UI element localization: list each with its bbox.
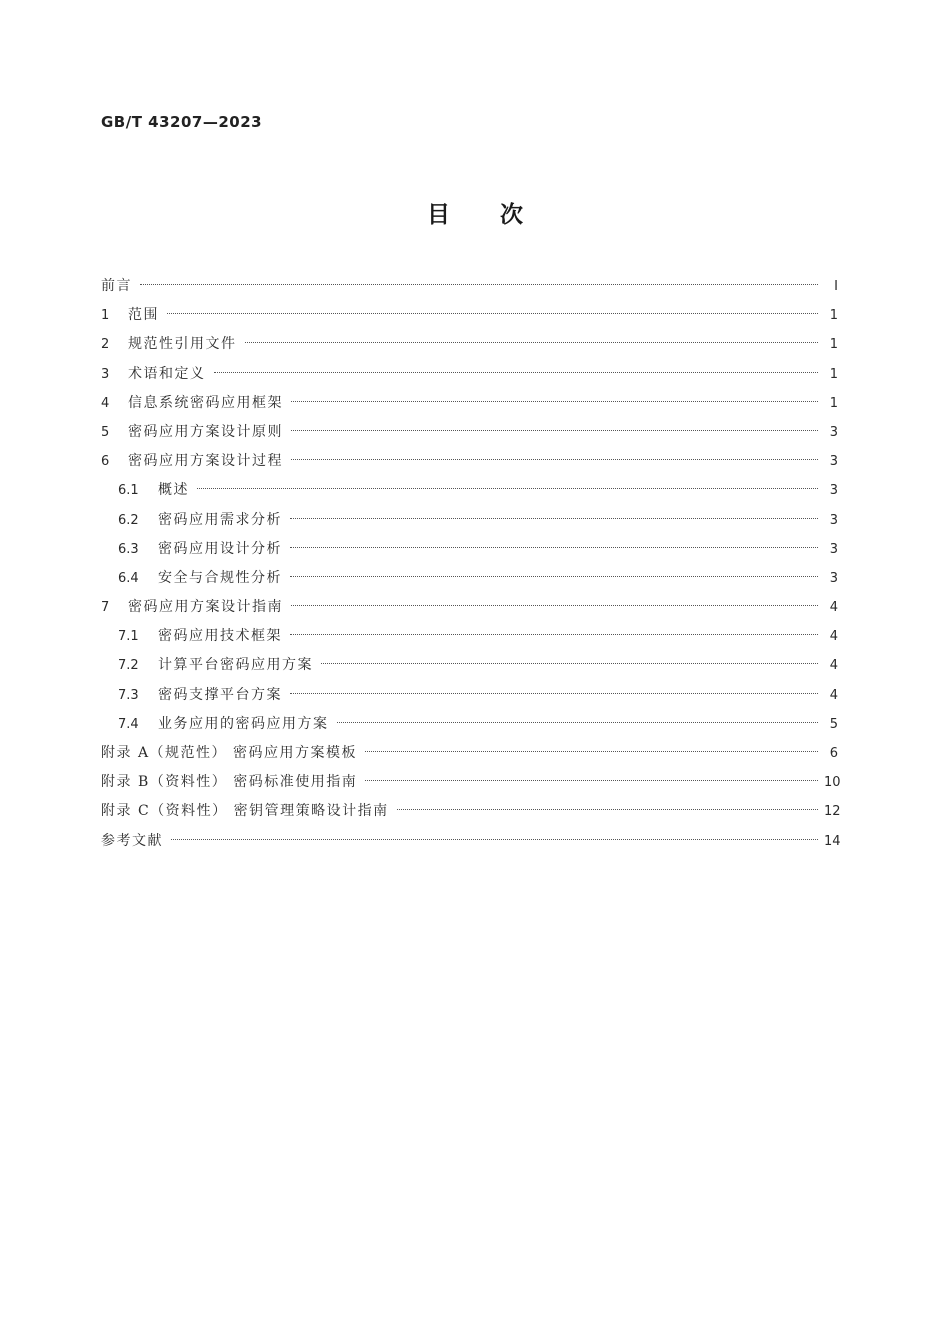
dot-leader xyxy=(291,430,818,431)
toc-entry-number: 7.2 xyxy=(118,658,139,674)
toc-entry-label: 安全与合规性分析 xyxy=(158,569,282,586)
toc-entry-references[interactable] xyxy=(101,827,841,856)
toc-entry-number: 6.4 xyxy=(118,570,139,586)
dot-leader xyxy=(290,518,818,519)
toc-entry-7-3[interactable] xyxy=(101,681,838,710)
toc-entry-6[interactable] xyxy=(101,447,838,476)
toc-entry-3[interactable] xyxy=(101,360,838,389)
toc-entry-label: 范围 xyxy=(128,307,159,324)
toc-entry-label: 密码支撑平台方案 xyxy=(158,686,282,703)
toc-entry-6-2[interactable] xyxy=(101,506,838,535)
toc-entry-4[interactable] xyxy=(101,389,838,418)
dot-leader xyxy=(337,722,819,723)
dot-leader xyxy=(365,751,818,752)
toc-entry-page: 4 xyxy=(829,600,838,616)
toc-entry-page: 6 xyxy=(829,746,838,761)
dot-leader xyxy=(397,809,818,810)
toc-entry-number: 7 xyxy=(101,600,110,616)
dot-leader xyxy=(290,576,818,577)
toc-title: 目次 xyxy=(427,202,573,228)
toc-entry-number: 2 xyxy=(101,337,110,353)
toc-entry-number: 7.3 xyxy=(118,687,139,703)
toc-entry-number: 7.1 xyxy=(118,629,139,645)
toc-entry-number: 5 xyxy=(101,424,110,440)
toc-entry-label: 密码应用技术框架 xyxy=(158,628,282,645)
toc-entry-page: 4 xyxy=(829,658,838,674)
toc-entry-page: 3 xyxy=(829,454,838,470)
toc-entry-number: 6 xyxy=(101,454,110,470)
toc-entry-7-2[interactable] xyxy=(101,651,838,680)
toc-entry-label: 密码应用需求分析 xyxy=(158,511,282,528)
dot-leader xyxy=(290,634,818,635)
dot-leader xyxy=(290,693,818,694)
toc-entry-number: 4 xyxy=(101,395,110,411)
toc-entry-label: 规范性引用文件 xyxy=(128,336,237,353)
dot-leader xyxy=(171,839,818,840)
toc-entry-label: 密码应用方案设计原则 xyxy=(128,423,283,440)
toc-entry-page: 14 xyxy=(824,833,841,849)
toc-entry-6-4[interactable] xyxy=(101,564,838,593)
toc-entry-page: 5 xyxy=(829,716,838,732)
toc-entry-number: 7.4 xyxy=(118,716,139,732)
toc-entry-7-1[interactable] xyxy=(101,622,838,651)
toc-entry-page: Ⅰ xyxy=(834,279,838,294)
toc-entry-2[interactable] xyxy=(101,330,838,359)
standard-code: GB/T 43207—2023 xyxy=(101,113,263,131)
toc-entry-label: 密码应用方案设计指南 xyxy=(128,599,283,616)
toc-entry-page: 1 xyxy=(829,308,838,324)
toc-entry-page: 4 xyxy=(829,629,838,645)
toc-entry-number: 6.3 xyxy=(118,541,139,557)
toc-entry-label: 密码应用设计分析 xyxy=(158,540,282,557)
toc-entry-label: 附录 A（规范性） 密码应用方案模板 xyxy=(101,745,358,761)
dot-leader xyxy=(291,401,818,402)
toc-entry-label: 信息系统密码应用框架 xyxy=(128,394,283,411)
toc-entry-label: 附录 C（资料性） 密钥管理策略设计指南 xyxy=(101,803,389,820)
toc-entry-label: 前言 xyxy=(101,278,132,294)
toc-entry-label: 概述 xyxy=(158,482,189,499)
toc-entry-page: 3 xyxy=(829,512,838,528)
toc-entry-label: 附录 B（资料性） 密码标准使用指南 xyxy=(101,774,358,791)
dot-leader xyxy=(167,313,818,314)
toc-entry-1[interactable] xyxy=(101,301,838,330)
toc-entry-foreword[interactable] xyxy=(101,272,838,301)
dot-leader xyxy=(290,547,818,548)
toc-entry-6-3[interactable] xyxy=(101,535,838,564)
toc-entry-page: 4 xyxy=(829,687,838,703)
dot-leader xyxy=(245,342,819,343)
toc-entry-page: 12 xyxy=(824,804,841,820)
dot-leader xyxy=(291,605,818,606)
toc-entry-number: 6.1 xyxy=(118,483,139,499)
toc-entry-page: 1 xyxy=(829,337,838,353)
toc-entry-page: 3 xyxy=(829,570,838,586)
toc-entry-label: 计算平台密码应用方案 xyxy=(158,657,313,674)
toc-entry-page: 3 xyxy=(829,541,838,557)
dot-leader xyxy=(197,488,818,489)
dot-leader xyxy=(291,459,818,460)
toc-entry-number: 6.2 xyxy=(118,512,139,528)
toc-entry-page: 1 xyxy=(829,395,838,411)
toc-entry-page: 1 xyxy=(829,366,838,382)
toc-entry-page: 3 xyxy=(829,483,838,499)
toc-entry-label: 密码应用方案设计过程 xyxy=(128,453,283,470)
toc-entry-label: 术语和定义 xyxy=(128,365,206,382)
toc-entry-6-1[interactable] xyxy=(101,476,838,505)
toc-entry-label: 业务应用的密码应用方案 xyxy=(158,715,329,732)
dot-leader xyxy=(214,372,819,373)
table-of-contents xyxy=(101,272,841,856)
toc-entry-7-4[interactable] xyxy=(101,710,838,739)
toc-entry-appendix-b[interactable] xyxy=(101,768,841,797)
toc-entry-page: 10 xyxy=(824,775,841,791)
toc-entry-number: 1 xyxy=(101,308,110,324)
toc-entry-5[interactable] xyxy=(101,418,838,447)
toc-entry-appendix-c[interactable] xyxy=(101,797,841,826)
dot-leader xyxy=(365,780,818,781)
dot-leader xyxy=(140,284,818,285)
toc-entry-appendix-a[interactable] xyxy=(101,739,838,768)
dot-leader xyxy=(321,663,818,664)
toc-entry-number: 3 xyxy=(101,366,110,382)
toc-entry-7[interactable] xyxy=(101,593,838,622)
toc-entry-page: 3 xyxy=(829,424,838,440)
toc-entry-label: 参考文献 xyxy=(101,832,163,849)
